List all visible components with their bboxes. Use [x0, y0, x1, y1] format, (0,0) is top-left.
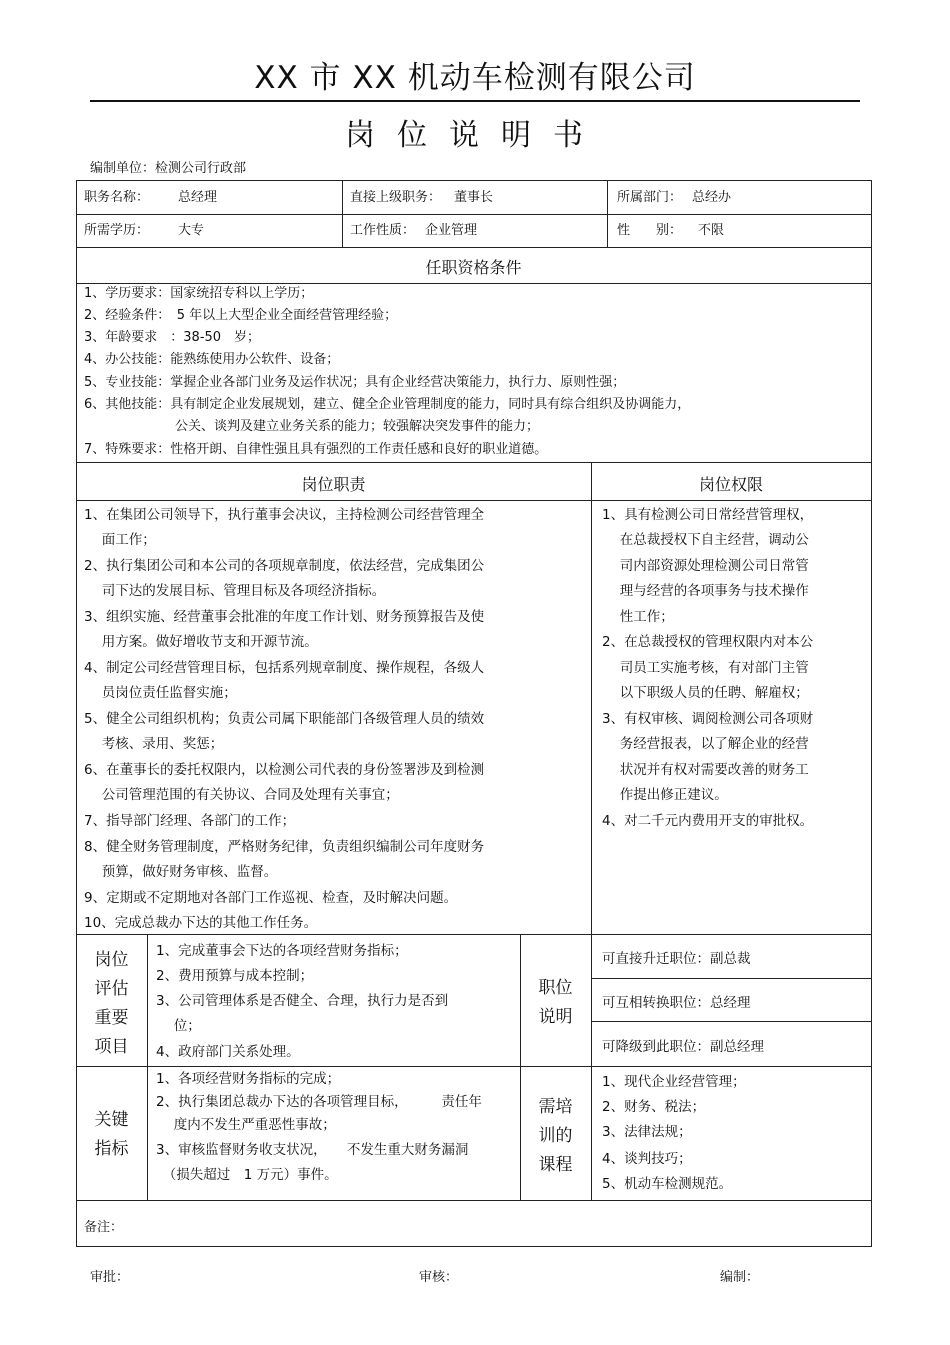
- row-divider: [76, 500, 871, 501]
- job-title-value: 总经理: [178, 190, 218, 205]
- duty-line: 考核、录用、奖惩；: [84, 736, 224, 752]
- authority-line: 作提出修正建议。: [602, 787, 728, 803]
- superior-label: 直接上级职务：: [350, 190, 442, 205]
- qualification-item: 6、其他技能：具有制定企业发展规划，建立、健全企业管理制度的能力，同时具有综合组织及协调能力，: [84, 397, 691, 412]
- remarks-label: 备注：: [84, 1220, 124, 1235]
- qualification-item: 1、学历要求：国家统招专科以上学历；: [84, 286, 314, 301]
- qualifications-heading: 任职资格条件: [425, 258, 522, 277]
- kpi-line: 度内不发生严重恶性事故；: [156, 1117, 336, 1133]
- col-divider: [607, 180, 608, 247]
- compiling-unit: 编制单位：检测公司行政部: [90, 161, 247, 176]
- training-item: 3、法律法规；: [602, 1124, 692, 1140]
- position-desc-label-line: 职位: [538, 978, 573, 998]
- company-name: XX 市 XX 机动车检测有限公司: [254, 60, 696, 96]
- training-item: 2、财务、税法；: [602, 1099, 706, 1115]
- authority-line: 1、具有检测公司日常经营管理权，: [602, 507, 814, 523]
- evaluation-label-line: 岗位: [94, 950, 129, 970]
- gender-value: 不限: [698, 223, 725, 238]
- row-divider: [76, 462, 871, 463]
- position-desc-label: [520, 974, 591, 1032]
- authority-heading: 岗位权限: [698, 475, 763, 494]
- duty-line: 用方案。做好增收节支和开源节流。: [84, 634, 318, 650]
- superior-value: 董事长: [454, 190, 494, 205]
- evaluation-label-line: 评估: [94, 979, 129, 999]
- evaluation-line: 位；: [156, 1018, 201, 1034]
- authority-line: 以下职级人员的任聘、解雇权；: [602, 685, 809, 701]
- evaluation-label-line: 重要: [94, 1008, 129, 1028]
- education-label: 所需学历：: [84, 223, 150, 238]
- duty-line: 司下达的发展目标、管理目标及各项经济指标。: [84, 583, 386, 599]
- training-item: 5、机动车检测规范。: [602, 1176, 733, 1192]
- row-divider: [76, 214, 871, 215]
- qualification-item: 公关、谈判及建立业务关系的能力；较强解决突发事件的能力；: [84, 419, 540, 434]
- duty-line: 公司管理范围的有关协议、合同及处理有关事宜；: [84, 787, 399, 803]
- authority-line: 理与经营的各项事务与技术操作: [602, 583, 809, 599]
- position-desc-label-line: 说明: [538, 1007, 573, 1027]
- authority-line: 务经营报表，以了解企业的经营: [602, 736, 809, 752]
- row-divider: [591, 1021, 871, 1022]
- authority-line: 性工作；: [602, 609, 674, 625]
- duty-line: 3、组织实施、经营董事会批准的年度工作计划、财务预算报告及使: [84, 609, 485, 625]
- kpi-line: 2、执行集团总裁办下达的各项管理目标， 责任年: [156, 1094, 482, 1110]
- row-divider: [76, 1200, 871, 1201]
- kpi-label-line: 指标: [94, 1139, 129, 1159]
- authority-line: 4、对二千元内费用开支的审批权。: [602, 813, 814, 829]
- promotion-position: 可直接升迁职位：副总裁: [602, 951, 751, 967]
- row-divider: [76, 247, 871, 248]
- evaluation-label-line: 项目: [94, 1037, 129, 1057]
- training-item: 1、现代企业经营管理；: [602, 1074, 746, 1090]
- kpi-line: 3、审核监督财务收支状况， 不发生重大财务漏洞: [156, 1142, 469, 1158]
- duty-line: 9、定期或不定期地对各部门工作巡视、检查，及时解决问题。: [84, 890, 458, 906]
- duty-line: 6、在董事长的委托权限内，以检测公司代表的身份签署涉及到检测: [84, 762, 485, 778]
- duty-line: 10、完成总裁办下达的其他工作任务。: [84, 915, 318, 931]
- job-nature-label: 工作性质：: [350, 223, 416, 238]
- education-value: 大专: [178, 223, 205, 238]
- authority-line: 状况并有权对需要改善的财务工: [602, 762, 809, 778]
- demotion-position: 可降级到此职位：副总经理: [602, 1039, 764, 1055]
- duty-line: 面工作；: [84, 532, 156, 548]
- gender-label: 性 别：: [617, 223, 683, 238]
- duty-line: 7、指导部门经理、各部门的工作；: [84, 813, 296, 829]
- evaluation-line: 4、政府部门关系处理。: [156, 1044, 300, 1060]
- department-value: 总经办: [692, 190, 732, 205]
- header-rule: [90, 100, 860, 102]
- authority-line: 司内部资源处理检测公司日常管: [602, 558, 809, 574]
- row-divider: [76, 934, 871, 935]
- qualification-item: 3、年龄要求 ：38-50 岁；: [84, 330, 261, 345]
- qualification-item: 5、专业技能：掌握企业各部门业务及运作状况；具有企业经营决策能力，执行力、原则性强；: [84, 375, 626, 390]
- kpi-line: （损失超过 1 万元）事件。: [156, 1167, 338, 1183]
- row-divider: [76, 1066, 871, 1067]
- evaluation-line: 1、完成董事会下达的各项经营财务指标；: [156, 943, 408, 959]
- compiler-label: 编制：: [720, 1270, 760, 1285]
- evaluation-line: 3、公司管理体系是否健全、合理，执行力是否到: [156, 993, 449, 1009]
- duties-heading: 岗位职责: [301, 475, 366, 494]
- col-divider: [342, 180, 343, 247]
- qualification-item: 2、经验条件： 5 年以上大型企业全面经营管理经验；: [84, 308, 398, 323]
- qualification-item: 7、特殊要求：性格开朗、自律性强且具有强烈的工作责任感和良好的职业道德。: [84, 442, 548, 457]
- authority-line: 3、有权审核、调阅检测公司各项财: [602, 711, 814, 727]
- approver-label: 审批：: [90, 1270, 130, 1285]
- authority-line: 司员工实施考核，有对部门主管: [602, 660, 809, 676]
- kpi-line: 1、各项经营财务指标的完成；: [156, 1071, 341, 1087]
- duty-line: 4、制定公司经营管理目标，包括系列规章制度、操作规程，各级人: [84, 660, 485, 676]
- row-divider: [591, 978, 871, 979]
- qualification-item: 4、办公技能：能熟练使用办公软件、设备；: [84, 352, 340, 367]
- training-item: 4、谈判技巧；: [602, 1151, 692, 1167]
- duty-line: 员岗位责任监督实施；: [84, 685, 237, 701]
- evaluation-line: 2、费用预算与成本控制；: [156, 968, 314, 984]
- training-label-line: 需培: [538, 1097, 573, 1117]
- duty-line: 1、在集团公司领导下，执行董事会决议，主持检测公司经营管理全: [84, 507, 485, 523]
- evaluation-label: [76, 946, 147, 1062]
- duty-line: 预算，做好财务审核、监督。: [84, 864, 278, 880]
- col-divider: [591, 462, 592, 1200]
- duty-line: 2、执行集团公司和本公司的各项规章制度，依法经营，完成集团公: [84, 558, 485, 574]
- job-title-label: 职务名称：: [84, 190, 150, 205]
- transfer-position: 可互相转换职位：总经理: [602, 995, 751, 1011]
- job-nature-value: 企业管理: [425, 223, 478, 238]
- kpi-label: [76, 1106, 147, 1164]
- reviewer-label: 审核：: [419, 1270, 459, 1285]
- authority-line: 在总裁授权下自主经营，调动公: [602, 532, 809, 548]
- document-title: 岗位说明书: [345, 118, 605, 153]
- training-label-line: 训的: [538, 1126, 573, 1146]
- training-label: [520, 1093, 591, 1180]
- col-divider: [147, 934, 148, 1200]
- training-label-line: 课程: [538, 1155, 573, 1175]
- kpi-label-line: 关键: [94, 1110, 129, 1130]
- department-label: 所属部门：: [617, 190, 683, 205]
- duty-line: 5、健全公司组织机构；负责公司属下职能部门各级管理人员的绩效: [84, 711, 485, 727]
- authority-line: 2、在总裁授权的管理权限内对本公: [602, 634, 814, 650]
- duty-line: 8、健全财务管理制度，严格财务纪律，负责组织编制公司年度财务: [84, 839, 485, 855]
- row-divider: [76, 283, 871, 284]
